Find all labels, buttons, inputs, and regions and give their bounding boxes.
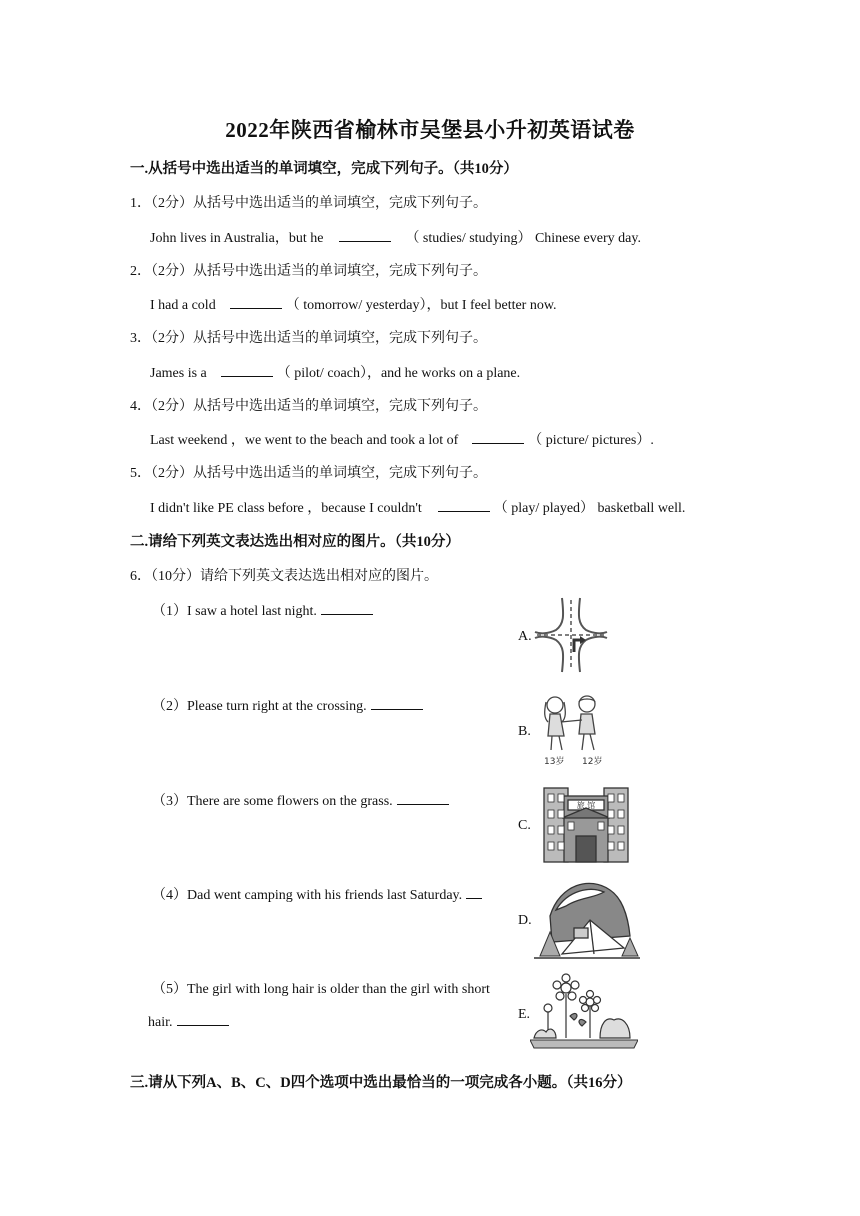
section-1-heading: 一.从括号中选出适当的单词填空，完成下列句子。（共10分）	[130, 161, 518, 177]
answer-blank[interactable]	[472, 431, 524, 444]
question-4-options: （ picture/ pictures）.	[528, 433, 654, 448]
question-3-sentence	[150, 362, 520, 382]
question-3-text: James is a	[150, 366, 207, 381]
question-1-sentence	[150, 227, 641, 247]
tent-picture	[532, 876, 642, 960]
match-item-5-cont	[148, 1013, 233, 1031]
section-3-heading: 三.请从下列A、B、C、D四个选项中选出最恰当的一项完成各小题。（共16分）	[130, 1075, 632, 1091]
question-1-text: John lives in Australia，but he	[150, 231, 324, 246]
section-2-heading: 二.请给下列英文表达选出相对应的图片。（共10分）	[130, 534, 460, 550]
match-item-2	[152, 695, 427, 715]
question-6-stem: 6．（10分）请给下列英文表达选出相对应的图片。	[130, 569, 438, 584]
option-e-label: E.	[518, 1007, 531, 1022]
option-d-label: D.	[518, 913, 532, 928]
question-2-sentence	[150, 294, 557, 314]
answer-blank[interactable]	[177, 1013, 229, 1026]
answer-blank[interactable]	[438, 499, 490, 512]
match-item-2-text: （2）Please turn right at the crossing.	[152, 699, 367, 714]
question-4-text: Last weekend ，we went to the beach and took a lot of	[150, 433, 459, 448]
two-girls-picture	[538, 690, 608, 768]
question-5-options: （ play/ played） basketball well.	[493, 501, 686, 516]
question-2-stem: 2．（2分）从括号中选出适当的单词填空，完成下列句子。	[130, 264, 487, 279]
answer-blank[interactable]	[371, 697, 423, 710]
match-item-5: （5）The girl with long hair is older than the girl with short	[152, 982, 490, 997]
match-item-1-text: （1）I saw a hotel last night.	[152, 604, 317, 619]
question-1-stem: 1．（2分）从括号中选出适当的单词填空，完成下列句子。	[130, 196, 487, 211]
match-item-1	[152, 600, 377, 620]
match-item-3-text: （3）There are some flowers on the grass.	[152, 794, 393, 809]
answer-blank[interactable]	[339, 229, 391, 242]
match-item-4	[152, 884, 482, 904]
question-3-stem: 3．（2分）从括号中选出适当的单词填空，完成下列句子。	[130, 331, 487, 346]
age-label-right: 12岁	[582, 757, 603, 767]
hotel-picture	[538, 784, 634, 864]
match-item-5-text: hair.	[148, 1015, 173, 1030]
crossing-picture	[534, 596, 608, 674]
answer-blank[interactable]	[466, 886, 482, 899]
question-4-stem: 4．（2分）从括号中选出适当的单词填空，完成下列句子。	[130, 399, 487, 414]
question-5-sentence	[150, 497, 685, 517]
flowers-picture	[530, 972, 638, 1054]
match-item-3	[152, 790, 453, 810]
answer-blank[interactable]	[221, 364, 273, 377]
question-2-text: I had a cold	[150, 298, 216, 313]
question-2-options: （ tomorrow/ yesterday），but I feel better now.	[285, 298, 557, 313]
answer-blank[interactable]	[230, 296, 282, 309]
match-item-4-text: （4）Dad went camping with his friends last Saturday.	[152, 888, 463, 903]
page-title: 2022年陕西省榆林市吴堡县小升初英语试卷	[225, 118, 635, 142]
question-3-options: （ pilot/ coach），and he works on a plane.	[276, 366, 521, 381]
question-5-stem: 5．（2分）从括号中选出适当的单词填空，完成下列句子。	[130, 466, 487, 481]
question-1-options: （ studies/ studying） Chinese every day.	[405, 231, 641, 246]
question-4-sentence	[150, 429, 654, 449]
question-5-text: I didn't like PE class before ，because I couldn't	[150, 501, 422, 516]
option-b-label: B.	[518, 724, 531, 739]
hotel-sign-text: 旅 馆	[576, 801, 596, 810]
option-c-label: C.	[518, 818, 531, 833]
option-a-label: A.	[518, 629, 532, 644]
answer-blank[interactable]	[321, 602, 373, 615]
age-label-left: 13岁	[544, 757, 565, 767]
answer-blank[interactable]	[397, 792, 449, 805]
